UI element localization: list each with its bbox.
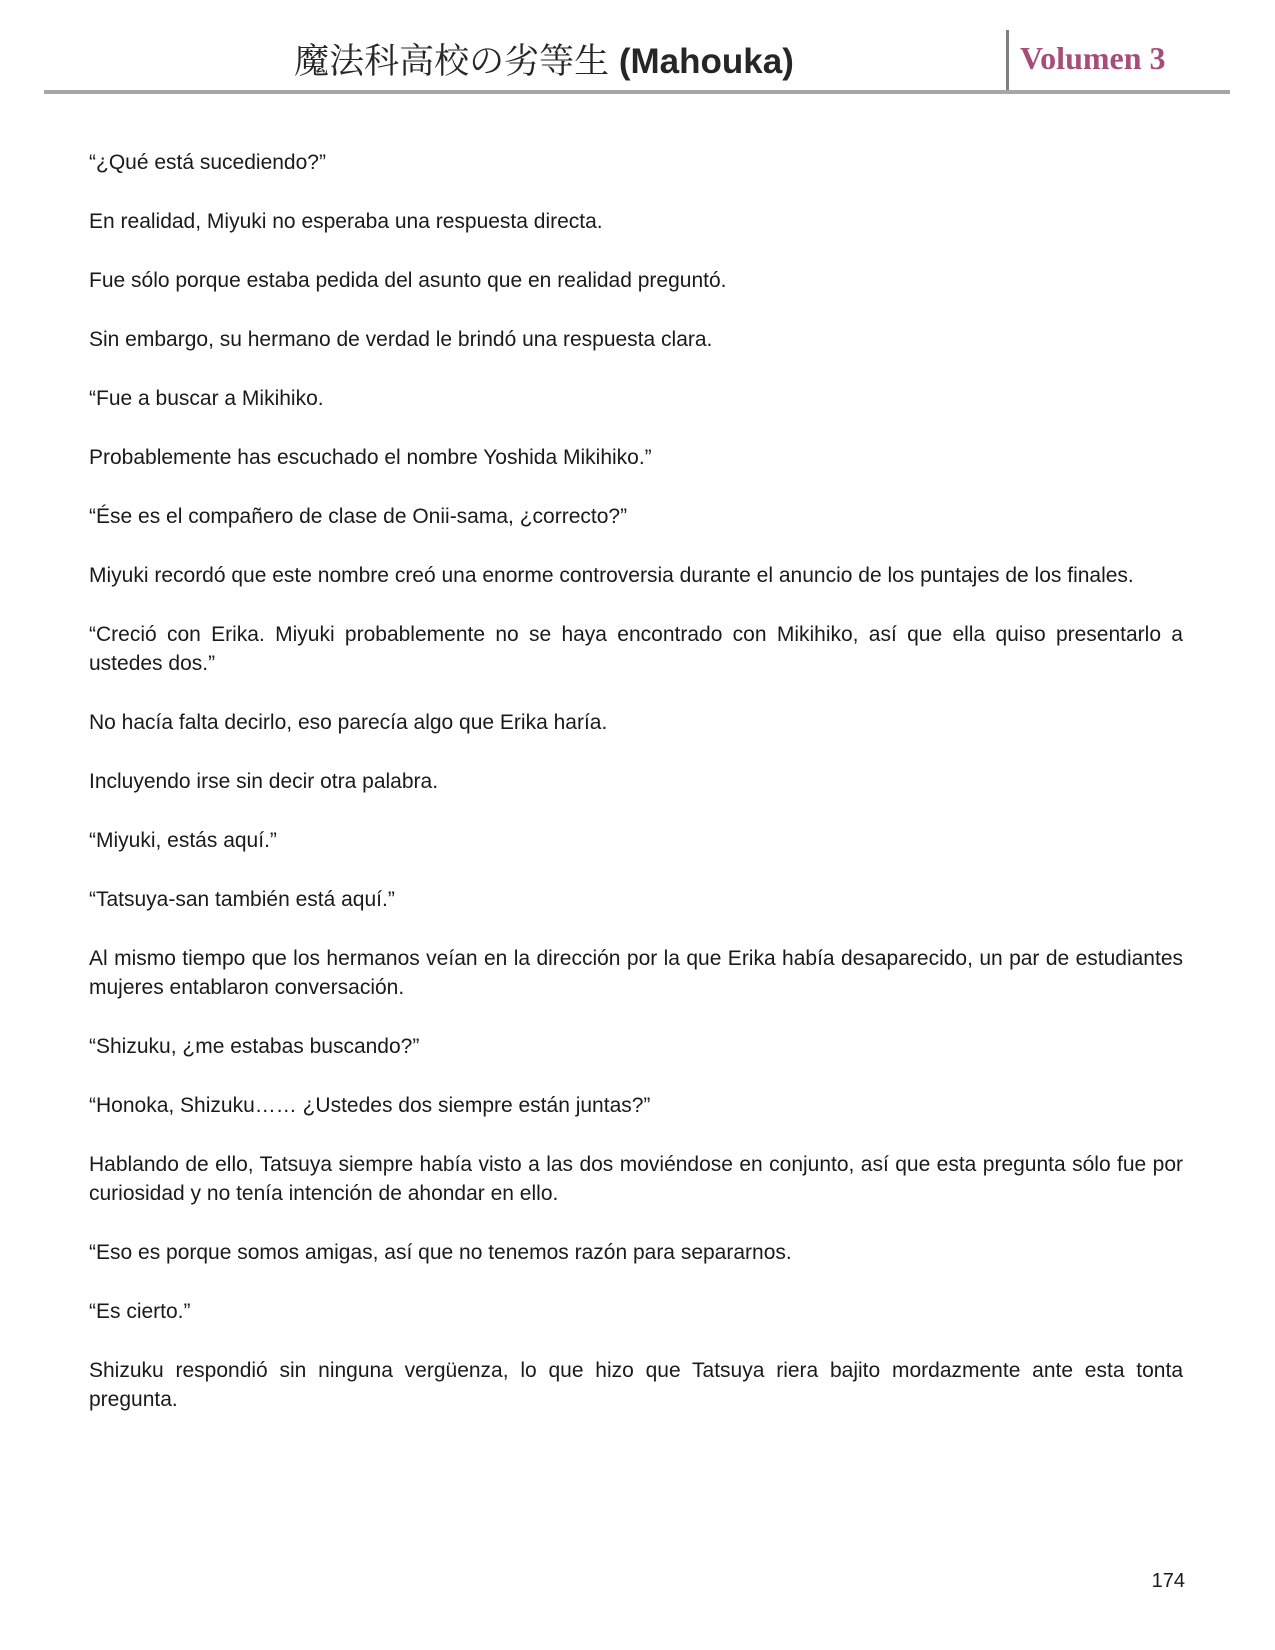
paragraph: “Eso es porque somos amigas, así que no tenemos razón para separarnos. [89,1241,792,1264]
page-number: 174 [1151,1570,1185,1592]
paragraph: “Honoka, Shizuku…… ¿Ustedes dos siempre están juntas?” [89,1094,651,1117]
paragraph: “Creció con Erika. Miyuki probablemente no se haya encontrado con Mikihiko, así que ella quiso presentarlo a ustedes dos.” [89,623,1183,675]
paragraph: Hablando de ello, Tatsuya siempre había visto a las dos moviéndose en conjunto, así que esta pregunta sólo fue por curiosidad y no tenía intención de ahondar en ello. [89,1153,1183,1205]
header-divider [1006,30,1009,92]
paragraph: Fue sólo porque estaba pedida del asunto que en realidad preguntó. [89,269,727,292]
header-rule [44,90,1230,94]
paragraph: “Fue a buscar a Mikihiko. [89,387,324,410]
paragraph: Miyuki recordó que este nombre creó una enorme controversia durante el anuncio de los puntajes de los finales. [89,564,1134,587]
paragraph: “Ése es el compañero de clase de Onii-sama, ¿correcto?” [89,505,628,528]
paragraph: Shizuku respondió sin ninguna vergüenza, lo que hizo que Tatsuya riera bajito mordazmente ante esta tonta pregunta. [89,1359,1183,1411]
paragraph: Probablemente has escuchado el nombre Yoshida Mikihiko.” [89,446,652,469]
paragraph: “Tatsuya-san también está aquí.” [89,888,395,911]
paragraph: En realidad, Miyuki no esperaba una respuesta directa. [89,210,603,233]
paragraph: “Shizuku, ¿me estabas buscando?” [89,1035,420,1058]
body-text [89,148,1183,1444]
book-title-japanese: 魔法科高校の劣等生 [294,42,610,81]
paragraph: “Miyuki, estás aquí.” [89,829,277,852]
book-title [44,38,1044,86]
paragraph: “¿Qué está sucediendo?” [89,151,326,174]
page-header [44,28,1230,94]
paragraph: Al mismo tiempo que los hermanos veían en la dirección por la que Erika había desaparecido, un par de estudiantes mujeres entablaron conversación. [89,947,1183,999]
volume-label: Volumen 3 [1020,40,1166,76]
book-title-latin: (Mahouka) [618,42,794,81]
paragraph: No hacía falta decirlo, eso parecía algo que Erika haría. [89,711,608,734]
paragraph: “Es cierto.” [89,1300,191,1323]
paragraph: Incluyendo irse sin decir otra palabra. [89,770,439,793]
paragraph: Sin embargo, su hermano de verdad le brindó una respuesta clara. [89,328,713,351]
